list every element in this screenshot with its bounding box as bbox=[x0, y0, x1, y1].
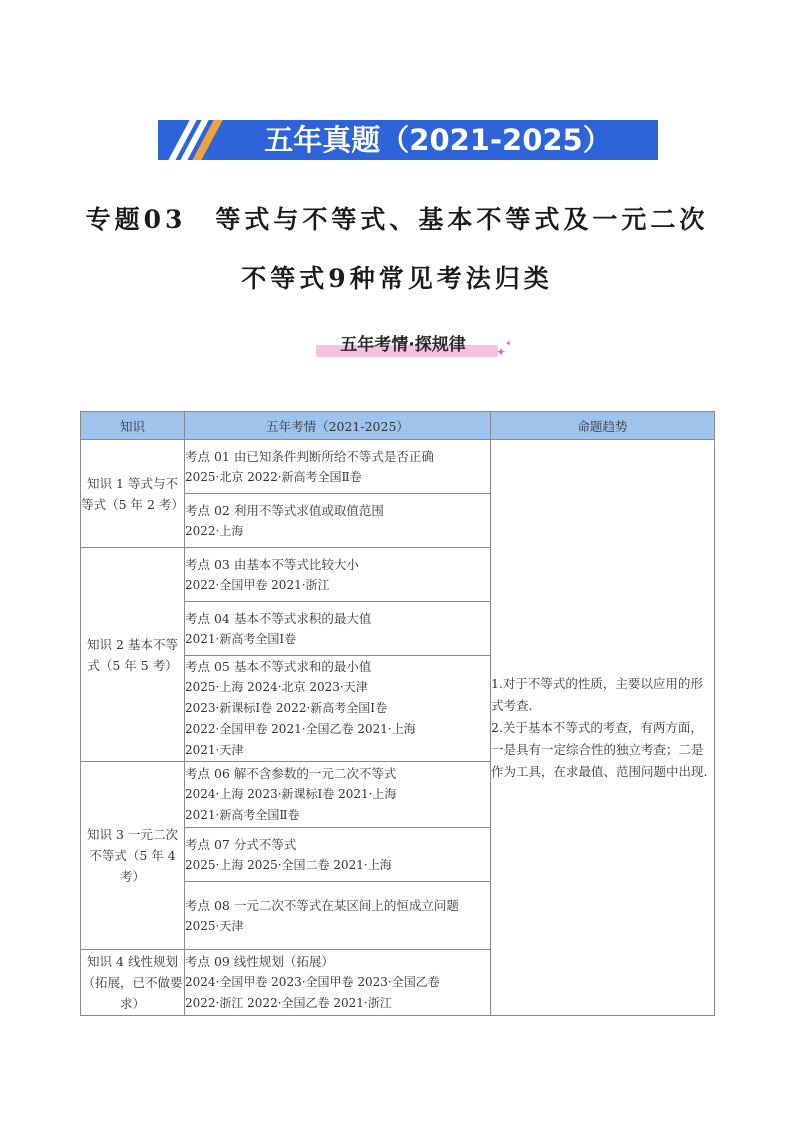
trend-text: 1.对于不等式的性质，主要以应用的形式考查. 2.关于基本不等式的考查，有两方面，一是具有一定综合性的独立考查；二是作为工具，在求最值、范围问题中出现. bbox=[491, 675, 708, 779]
exam-point-title: 考点 01 由已知条件判断所给不等式是否正确 bbox=[185, 448, 434, 464]
header-knowledge: 知识 bbox=[81, 412, 185, 440]
exam-point-source: 2021·新高考全国Ⅱ卷 bbox=[185, 808, 300, 822]
exam-point-title: 考点 02 利用不等式求值或取值范围 bbox=[185, 502, 384, 518]
sparkle-icon: ✦ bbox=[496, 345, 507, 359]
exam-point-title: 考点 09 线性规划（拓展） bbox=[185, 954, 334, 969]
knowledge-cell: 知识 3 一元二次不等式（5 年 4 考） bbox=[81, 762, 185, 950]
exam-point-cell bbox=[185, 602, 491, 656]
exam-point-source: 2022·上海 bbox=[185, 523, 244, 538]
exam-point-cell bbox=[185, 494, 491, 548]
table-header-row bbox=[81, 412, 715, 440]
header-five-year: 五年考情（2021-2025） bbox=[185, 412, 491, 440]
exam-point-source: 2025·北京 2022·新高考全国Ⅱ卷 bbox=[185, 469, 362, 484]
exam-point-source: 2024·全国甲卷 2023·全国甲卷 2023·全国乙卷 bbox=[185, 975, 440, 989]
exam-point-source: 2022·全国甲卷 2021·浙江 bbox=[185, 577, 330, 592]
section-subtitle bbox=[310, 326, 510, 362]
exam-point-source: 2022·浙江 2022·全国乙卷 2021·浙江 bbox=[185, 996, 392, 1010]
sparkle-icon: ✦ bbox=[505, 339, 512, 348]
table-row bbox=[81, 440, 715, 494]
title-banner bbox=[158, 120, 658, 160]
exam-point-source: 2022·全国甲卷 2021·全国乙卷 2021·上海 bbox=[185, 722, 416, 736]
exam-point-cell bbox=[185, 440, 491, 494]
exam-point-cell bbox=[185, 656, 491, 762]
exam-point-source: 2025·上海 2025·全国二卷 2021·上海 bbox=[185, 857, 392, 872]
exam-point-title: 考点 04 基本不等式求积的最大值 bbox=[185, 610, 372, 626]
exam-point-title: 考点 07 分式不等式 bbox=[185, 836, 297, 852]
document-title-line-2: 不等式9种常见考法归类 bbox=[241, 264, 553, 293]
exam-point-source: 2024·上海 2023·新课标Ⅰ卷 2021·上海 bbox=[185, 787, 397, 801]
exam-point-title: 考点 08 一元二次不等式在某区间上的恒成立问题 bbox=[185, 897, 459, 913]
knowledge-cell: 知识 4 线性规划（拓展，已不做要求） bbox=[81, 950, 185, 1016]
exam-point-source: 2021·天津 bbox=[185, 743, 244, 757]
exam-point-source: 2025·上海 2024·北京 2023·天津 bbox=[185, 680, 368, 694]
document-title-line-1: 专题03 等式与不等式、基本不等式及一元二次 bbox=[85, 205, 709, 234]
exam-point-title: 考点 03 由基本不等式比较大小 bbox=[185, 556, 359, 572]
exam-point-source: 2021·新高考全国Ⅰ卷 bbox=[185, 631, 297, 646]
exam-point-title: 考点 06 解不含参数的一元二次不等式 bbox=[185, 766, 397, 781]
exam-point-cell bbox=[185, 762, 491, 828]
knowledge-cell: 知识 1 等式与不等式（5 年 2 考） bbox=[81, 440, 185, 548]
trend-cell bbox=[491, 440, 715, 1016]
knowledge-cell: 知识 2 基本不等式（5 年 5 考） bbox=[81, 548, 185, 762]
subtitle-text: 五年考情·探规律 bbox=[340, 335, 466, 355]
banner-title: 五年真题（2021-2025） bbox=[264, 123, 612, 157]
exam-point-source: 2025·天津 bbox=[185, 918, 244, 933]
exam-point-source: 2023·新课标Ⅰ卷 2022·新高考全国Ⅰ卷 bbox=[185, 701, 388, 715]
header-trend: 命题趋势 bbox=[491, 412, 715, 440]
exam-point-cell bbox=[185, 828, 491, 882]
exam-analysis-table bbox=[80, 411, 715, 1016]
exam-point-cell bbox=[185, 548, 491, 602]
exam-point-cell bbox=[185, 882, 491, 950]
exam-point-title: 考点 05 基本不等式求和的最小值 bbox=[185, 659, 372, 674]
exam-point-cell bbox=[185, 950, 491, 1016]
